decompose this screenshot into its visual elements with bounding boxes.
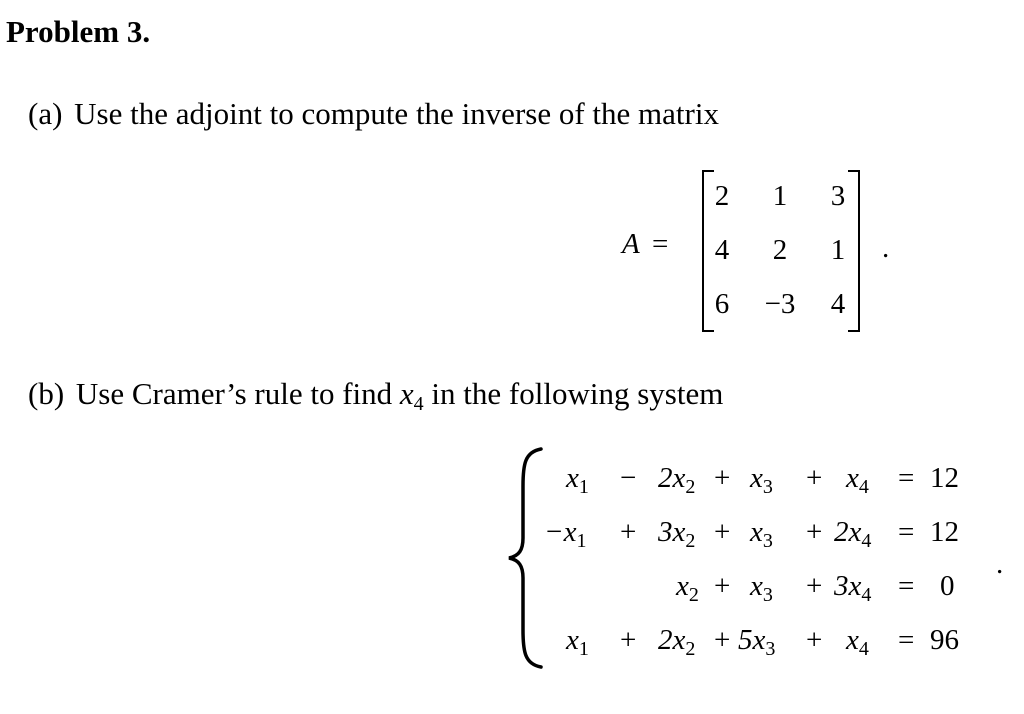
term-4-sub: 4: [861, 584, 872, 606]
operator-2: +: [714, 624, 731, 656]
term-2: 2x: [658, 462, 686, 494]
system-end-period: .: [996, 548, 1004, 580]
matrix-cell: 2: [714, 180, 730, 212]
part-b-text-before: Use Cramer’s rule to find: [75, 376, 393, 411]
matrix-cell: 2: [772, 234, 788, 266]
matrix-cell: 1: [772, 180, 788, 212]
term-3: 5x: [738, 624, 766, 656]
matrix-equals: =: [652, 228, 669, 260]
problem-title: Problem 3.: [6, 14, 151, 49]
term-2: 3x: [658, 516, 686, 548]
term-1-sub: 1: [578, 638, 589, 660]
rhs-value: 12: [930, 516, 959, 548]
term-1-sub: 1: [578, 476, 589, 498]
term-2-sub: 2: [688, 584, 699, 606]
term-2-sub: 2: [685, 476, 696, 498]
operator-2: +: [714, 462, 731, 494]
term-1: −x: [544, 516, 577, 548]
rhs-value: 12: [930, 462, 959, 494]
matrix-end-period: .: [882, 232, 890, 264]
term-3-sub: 3: [762, 584, 773, 606]
term-2: x: [676, 570, 689, 602]
matrix-cell: −3: [764, 288, 796, 320]
term-4-sub: 4: [858, 476, 869, 498]
term-4: 2x: [834, 516, 862, 548]
part-b-variable-sub: 4: [413, 393, 424, 415]
term-1: x: [566, 624, 579, 656]
part-b-text-after: in the following system: [431, 376, 724, 411]
operator-3: +: [806, 462, 823, 494]
rhs-value: 0: [940, 570, 955, 602]
matrix-cell: 6: [714, 288, 730, 320]
system-brace: [505, 446, 545, 670]
term-3-sub: 3: [765, 638, 776, 660]
operator-2: +: [714, 516, 731, 548]
term-1-sub: 1: [576, 530, 587, 552]
operator-1: +: [620, 516, 637, 548]
operator-3: +: [806, 516, 823, 548]
term-3: x: [750, 516, 763, 548]
term-4-sub: 4: [858, 638, 869, 660]
term-3-sub: 3: [762, 476, 773, 498]
term-3-sub: 3: [762, 530, 773, 552]
term-2: 2x: [658, 624, 686, 656]
equals-sign: =: [898, 516, 915, 548]
part-a-label: (a): [28, 96, 63, 131]
term-2-sub: 2: [685, 530, 696, 552]
operator-1: +: [620, 624, 637, 656]
operator-3: +: [806, 624, 823, 656]
matrix-name: A: [622, 228, 640, 260]
operator-3: +: [806, 570, 823, 602]
term-3: x: [750, 570, 763, 602]
part-a-text: Use the adjoint to compute the inverse of the matrix: [74, 96, 719, 131]
matrix-cell: 1: [830, 234, 846, 266]
term-4-sub: 4: [861, 530, 872, 552]
matrix-cell: 4: [830, 288, 846, 320]
equals-sign: =: [898, 462, 915, 494]
term-3: x: [750, 462, 763, 494]
part-b-label: (b): [28, 376, 65, 411]
term-4: 3x: [834, 570, 862, 602]
term-1: x: [566, 462, 579, 494]
equals-sign: =: [898, 570, 915, 602]
term-4: x: [846, 624, 859, 656]
operator-1: −: [620, 462, 637, 494]
part-b-variable: x: [399, 376, 414, 411]
matrix-cell: 4: [714, 234, 730, 266]
operator-2: +: [714, 570, 731, 602]
part-b-prompt: [28, 376, 723, 416]
equals-sign: =: [898, 624, 915, 656]
part-a-prompt: [28, 96, 719, 132]
matrix-cell: 3: [830, 180, 846, 212]
rhs-value: 96: [930, 624, 959, 656]
term-2-sub: 2: [685, 638, 696, 660]
term-4: x: [846, 462, 859, 494]
